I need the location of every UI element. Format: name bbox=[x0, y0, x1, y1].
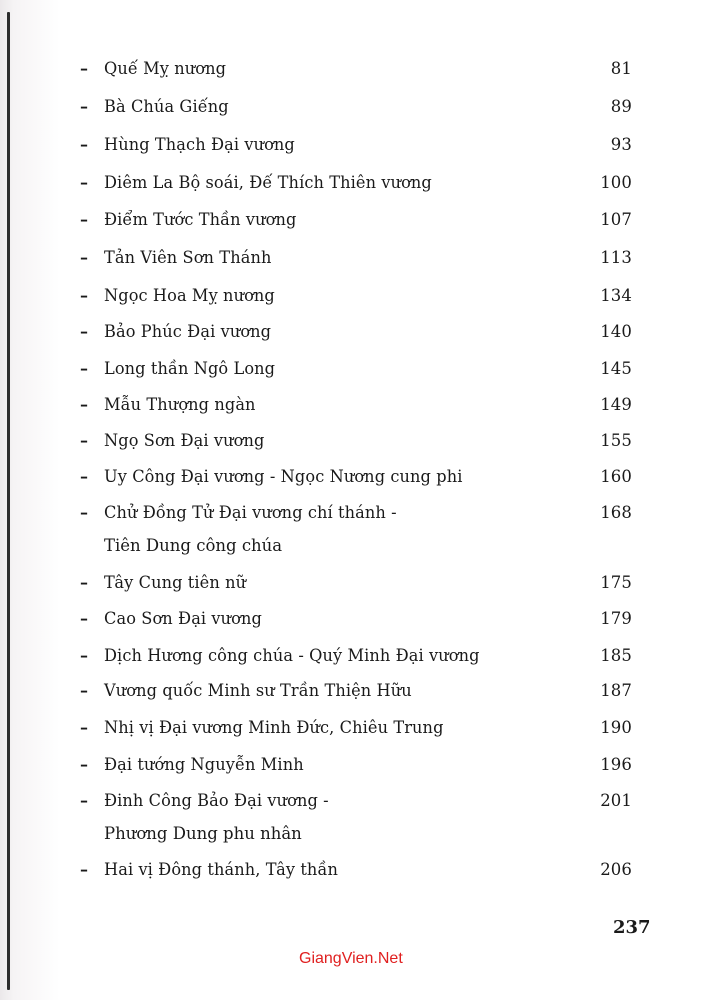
toc-entry-page: 196 bbox=[600, 755, 632, 774]
toc-entry bbox=[80, 169, 632, 197]
toc-entry-page: 190 bbox=[600, 718, 632, 737]
toc-entry-title: Bảo Phúc Đại vương bbox=[104, 322, 272, 341]
toc-entry-title: Cao Sơn Đại vương bbox=[104, 609, 262, 628]
toc-entry bbox=[80, 93, 632, 121]
page-binding-edge bbox=[7, 12, 10, 990]
toc-entry-page: 201 bbox=[600, 791, 632, 810]
dash-marker: – bbox=[80, 860, 89, 879]
dash-marker: – bbox=[80, 503, 89, 522]
dash-marker: – bbox=[80, 248, 89, 267]
toc-entry bbox=[80, 787, 632, 815]
toc-entry-continuation: Phương Dung phu nhân bbox=[104, 824, 302, 843]
toc-entry-title: Ngọ Sơn Đại vương bbox=[104, 431, 265, 450]
toc-entry-page: 155 bbox=[600, 431, 632, 450]
dash-marker: – bbox=[80, 210, 89, 229]
dash-marker: – bbox=[80, 135, 89, 154]
dash-marker: – bbox=[80, 609, 89, 628]
toc-entry-page: 81 bbox=[610, 59, 632, 78]
toc-entry-page: 93 bbox=[610, 135, 632, 154]
toc-entry-page: 140 bbox=[600, 322, 632, 341]
toc-entry-page: 185 bbox=[600, 646, 632, 665]
dash-marker: – bbox=[80, 359, 89, 378]
toc-entry-title: Uy Công Đại vương - Ngọc Nương cung phi bbox=[104, 467, 463, 486]
toc-entry-title: Tây Cung tiên nữ bbox=[104, 573, 247, 592]
toc-entry bbox=[80, 391, 632, 419]
toc-entry bbox=[80, 244, 632, 272]
toc-entry-page: 160 bbox=[600, 467, 632, 486]
page-number: 237 bbox=[613, 917, 651, 938]
toc-entry-title: Bà Chúa Giếng bbox=[104, 97, 229, 116]
toc-entry bbox=[80, 856, 632, 884]
toc-entry bbox=[80, 642, 632, 670]
toc-entry-page: 107 bbox=[600, 210, 632, 229]
toc-entry-page: 179 bbox=[600, 609, 632, 628]
toc-entry-title: Hùng Thạch Đại vương bbox=[104, 135, 295, 154]
toc-entry bbox=[80, 355, 632, 383]
toc-entry-page: 168 bbox=[600, 503, 632, 522]
toc-entry-title: Quế Mỵ nương bbox=[104, 59, 227, 78]
dash-marker: – bbox=[80, 59, 89, 78]
toc-entry-title: Đinh Công Bảo Đại vương - bbox=[104, 791, 329, 810]
toc-entry-title: Mẫu Thượng ngàn bbox=[104, 395, 256, 414]
toc-entry-title: Điểm Tước Thần vương bbox=[104, 210, 297, 229]
toc-entry-title: Chử Đồng Tử Đại vương chí thánh - bbox=[104, 503, 397, 522]
toc-entry bbox=[80, 751, 632, 779]
toc-entry bbox=[80, 427, 632, 455]
dash-marker: – bbox=[80, 718, 89, 737]
dash-marker: – bbox=[80, 286, 89, 305]
toc-entry bbox=[80, 499, 632, 527]
dash-marker: – bbox=[80, 467, 89, 486]
toc-entry-page: 134 bbox=[600, 286, 632, 305]
toc-entry-page: 100 bbox=[600, 173, 632, 192]
toc-entry bbox=[80, 714, 632, 742]
dash-marker: – bbox=[80, 97, 89, 116]
toc-entry-title: Đại tướng Nguyễn Minh bbox=[104, 755, 304, 774]
toc-entry-page: 145 bbox=[600, 359, 632, 378]
toc-entry-title: Nhị vị Đại vương Minh Đức, Chiêu Trung bbox=[104, 718, 444, 737]
dash-marker: – bbox=[80, 395, 89, 414]
toc-entry-page: 175 bbox=[600, 573, 632, 592]
dash-marker: – bbox=[80, 791, 89, 810]
watermark-text: GiangVien.Net bbox=[299, 950, 403, 967]
toc-entry-page: 187 bbox=[600, 681, 632, 700]
toc-entry bbox=[80, 677, 632, 705]
toc-entry-title: Tản Viên Sơn Thánh bbox=[104, 248, 272, 267]
toc-entry bbox=[80, 131, 632, 159]
dash-marker: – bbox=[80, 681, 89, 700]
toc-entry bbox=[80, 55, 632, 83]
dash-marker: – bbox=[80, 431, 89, 450]
toc-entry-title: Hai vị Đông thánh, Tây thần bbox=[104, 860, 338, 879]
dash-marker: – bbox=[80, 173, 89, 192]
toc-entry bbox=[80, 318, 632, 346]
dash-marker: – bbox=[80, 646, 89, 665]
toc-entry bbox=[80, 206, 632, 234]
dash-marker: – bbox=[80, 573, 89, 592]
dash-marker: – bbox=[80, 755, 89, 774]
toc-entry bbox=[80, 569, 632, 597]
toc-entry-title: Diêm La Bộ soái, Đế Thích Thiên vương bbox=[104, 173, 432, 192]
toc-entry-page: 89 bbox=[610, 97, 632, 116]
dash-marker: – bbox=[80, 322, 89, 341]
toc-entry bbox=[80, 463, 632, 491]
toc-entry-title: Long thần Ngô Long bbox=[104, 359, 276, 378]
toc-entry-title: Ngọc Hoa Mỵ nương bbox=[104, 286, 275, 305]
toc-entry-continuation: Tiên Dung công chúa bbox=[104, 536, 283, 555]
toc-entry-page: 113 bbox=[600, 248, 632, 267]
toc-entry-title: Dịch Hương công chúa - Quý Minh Đại vương bbox=[104, 646, 480, 665]
toc-entry bbox=[80, 282, 632, 310]
toc-entry bbox=[80, 605, 632, 633]
toc-entry-title: Vương quốc Minh sư Trần Thiện Hữu bbox=[104, 681, 412, 700]
toc-entry-page: 206 bbox=[600, 860, 632, 879]
toc-entry-page: 149 bbox=[600, 395, 632, 414]
